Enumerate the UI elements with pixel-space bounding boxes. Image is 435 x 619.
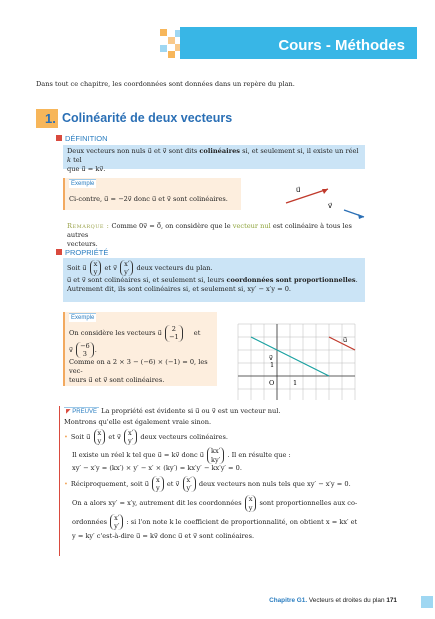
vector-u-arrowhead bbox=[322, 189, 328, 194]
example-1-box bbox=[63, 178, 241, 210]
grid-lines bbox=[238, 324, 355, 400]
example-2-tag: Exemple bbox=[71, 315, 95, 321]
example-1-text: Ci-contre, u⃗ = −2v⃗ donc u⃗ et v⃗ sont colinéaires. bbox=[69, 195, 228, 204]
intro-text: Dans tout ce chapitre, les coordonnées sont données dans un repère du plan. bbox=[36, 80, 295, 88]
property-line-2: u⃗ et v⃗ sont colinéaires si, et seulement si, leurs coordonnées sont proportionnelles. bbox=[67, 276, 358, 285]
red-square-icon bbox=[56, 135, 62, 141]
example-2-line-1: On considère les vecteurs u⃗ 2 −1 et bbox=[69, 325, 201, 342]
definition-line-1: Deux vecteurs non nuls u⃗ et v⃗ sont dits colinéaires si, et seulement si, il existe un réel k tel bbox=[67, 147, 359, 164]
vector-u-arrow bbox=[286, 189, 328, 203]
proof-line-1: ◤ PREUVE La propriété est évidente si u⃗ ou v⃗ est un vecteur nul. bbox=[66, 407, 281, 415]
property-box bbox=[63, 258, 365, 302]
definition-label: DÉFINITION bbox=[56, 134, 108, 144]
origin-label: O bbox=[269, 379, 275, 387]
example-2-line-3: Comme on a 2 × 3 − (−6) × (−1) = 0, les vec- bbox=[69, 358, 208, 375]
property-label: PROPRIÉTÉ bbox=[56, 248, 108, 258]
example-2-line-2: v⃗ −6 3 . bbox=[69, 341, 97, 358]
definition-line-2: que u⃗ = kv⃗. bbox=[67, 164, 106, 173]
proof-line-8: ordonnées x′ y′ : si l'on note k le coefficient de proportionnalité, on obtient x = kx′ et bbox=[72, 513, 358, 530]
vector-u-label: u⃗ bbox=[296, 186, 301, 194]
example-2-box bbox=[63, 312, 217, 386]
example-2-grid-figure bbox=[236, 322, 366, 402]
proof-tag: ◤ PREUVE bbox=[66, 409, 97, 415]
definition-box bbox=[63, 145, 365, 173]
proof-line-5: xy′ − x′y = (kx′) × y′ − x′ × (ky′) = kx′y′ − kx′y′ = 0. bbox=[72, 463, 242, 472]
proof-line-4: Il existe un réel k tel que u⃗ = kv⃗ donc u⃗ kx′ ky′ . Il en résulte que : bbox=[72, 447, 291, 464]
proof-line-7: On a alors xy′ = x′y, autrement dit les coordonnées x y sont proportionnelles aux co- bbox=[72, 495, 358, 512]
vector-u-label: u⃗ bbox=[343, 336, 348, 344]
proof-line-3: • Soit u⃗ x y et v⃗ x′ y′ deux vecteurs colinéaires. bbox=[64, 428, 228, 446]
remark-text: Remarque : Comme 0v⃗ = 0⃗, on considère que le vecteur nul est colinéaire à tous les autres vecteurs. bbox=[67, 222, 352, 248]
property-line-1: Soit u⃗ x y et v⃗ x′ y′ deux vecteurs du plan. bbox=[67, 260, 213, 277]
proof-line-2: Montrons qu'elle est également vraie sinon. bbox=[64, 418, 212, 427]
footer-decoration bbox=[421, 596, 433, 608]
header-decoration bbox=[160, 27, 182, 59]
bullet-icon: • bbox=[64, 433, 68, 442]
example-2-line-4: teurs u⃗ et v⃗ sont colinéaires. bbox=[69, 375, 165, 384]
y-unit-label: 1 bbox=[270, 361, 275, 369]
page-header-title: Cours - Méthodes bbox=[180, 27, 417, 59]
x-unit-label: 1 bbox=[293, 379, 298, 387]
red-square-icon bbox=[56, 249, 62, 255]
vector-v-label: v⃗ bbox=[269, 354, 273, 362]
page-footer: Chapitre G1. Vecteurs et droites du plan 171 bbox=[269, 597, 397, 604]
example-1-tag: Exemple bbox=[71, 181, 95, 187]
proof-line-6: • Réciproquement, soit u⃗ x y et v⃗ x′ y′ deux vecteurs non nuls tels que xy′ − x′y = 0. bbox=[64, 475, 351, 493]
example-1-vector-figure bbox=[280, 180, 370, 220]
vector-v-label: v⃗ bbox=[328, 202, 333, 210]
property-line-3: Autrement dit, ils sont colinéaires si, et seulement si, xy′ − x′y = 0. bbox=[67, 285, 291, 294]
section-number: 1. bbox=[36, 109, 58, 128]
section-title: Colinéarité de deux vecteurs bbox=[62, 111, 233, 125]
proof-line-9: y = ky′ c'est-à-dire u⃗ = kv⃗ donc u⃗ et v⃗ sont colinéaires. bbox=[72, 532, 255, 541]
bullet-icon: • bbox=[64, 480, 68, 489]
proof-content bbox=[64, 407, 370, 541]
